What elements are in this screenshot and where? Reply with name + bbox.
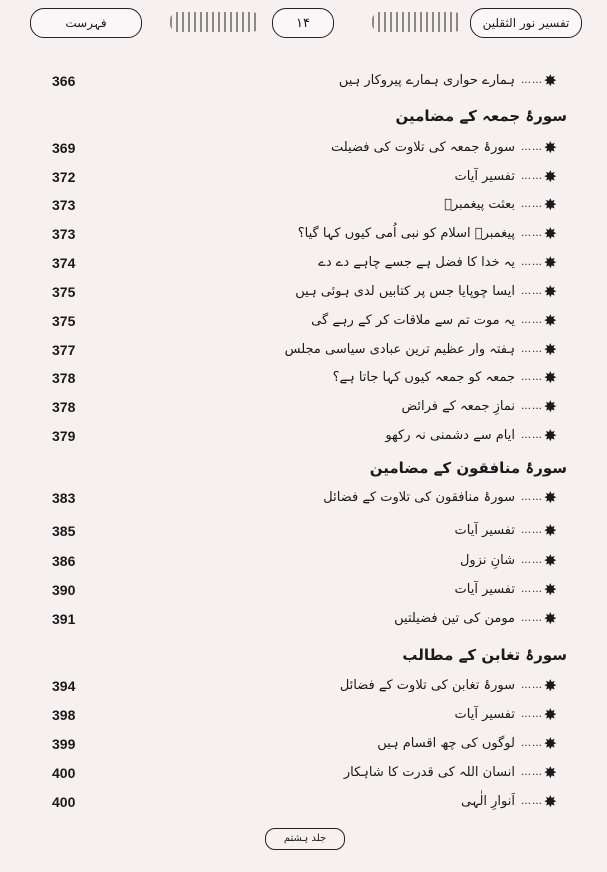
entry-title: پیغمبرؐ اسلام کو نبی اُمی کیوں کہا گیا؟ (297, 226, 515, 241)
volume-label: جلد ہشتم (265, 828, 345, 850)
entry-page-number: 386 (52, 553, 76, 569)
section-title: فہرست (30, 8, 142, 38)
entry-title: انسان اللہ کی قدرت کا شاہکار (343, 765, 515, 780)
entry-page-number: 383 (52, 490, 76, 506)
star-bullet-icon: ✸ (543, 138, 557, 157)
entry-page-number: 394 (52, 678, 76, 694)
star-bullet-icon: ✸ (543, 368, 557, 387)
leader-dots: …… (521, 75, 543, 86)
entry-page-number: 378 (52, 370, 76, 386)
toc-entry[interactable] (0, 520, 607, 542)
entry-page-number: 375 (52, 313, 76, 329)
entry-page-number: 373 (52, 197, 76, 213)
leader-dots: …… (521, 286, 543, 297)
entry-title: بعثت پیغمبرؐ (444, 197, 515, 212)
star-bullet-icon: ✸ (543, 580, 557, 599)
leader-dots: …… (521, 344, 543, 355)
entry-page-number: 366 (52, 73, 76, 89)
toc-entry[interactable] (0, 70, 607, 92)
section-heading (0, 104, 607, 126)
toc-entry[interactable] (0, 367, 607, 389)
star-bullet-icon: ✸ (543, 609, 557, 628)
leader-dots: …… (521, 525, 543, 536)
toc-entry[interactable] (0, 762, 607, 784)
toc-entry[interactable] (0, 339, 607, 361)
heading-text: سورۂ تغابن کے مطالب (402, 646, 567, 664)
entry-title: لوگوں کی چھ اقسام ہیں (377, 736, 515, 751)
toc-entry[interactable] (0, 137, 607, 159)
star-bullet-icon: ✸ (543, 488, 557, 507)
toc-entry[interactable] (0, 281, 607, 303)
leader-dots: …… (521, 738, 543, 749)
entry-title: تفسیر آیات (454, 707, 515, 722)
star-bullet-icon: ✸ (543, 521, 557, 540)
heading-text: سورۂ منافقون کے مضامین (369, 459, 567, 477)
toc-entry[interactable] (0, 425, 607, 447)
leader-dots: …… (521, 315, 543, 326)
leader-dots: …… (521, 680, 543, 691)
entry-page-number: 373 (52, 226, 76, 242)
star-bullet-icon: ✸ (543, 311, 557, 330)
entry-title: تفسیر آیات (454, 523, 515, 538)
entry-page-number: 379 (52, 428, 76, 444)
entry-title: ہمارے حواری ہمارے پیروکار ہیں (338, 73, 515, 88)
entry-title: سورۂ منافقون کی تلاوت کے فضائل (323, 490, 515, 505)
entry-page-number: 390 (52, 582, 76, 598)
leader-dots: …… (521, 372, 543, 383)
star-bullet-icon: ✸ (543, 763, 557, 782)
entry-title: تفسیر آیات (454, 582, 515, 597)
toc-entry[interactable] (0, 310, 607, 332)
star-bullet-icon: ✸ (543, 195, 557, 214)
entry-title: جمعہ کو جمعہ کیوں کہا جاتا ہے؟ (332, 370, 515, 385)
page-number: ۱۴ (272, 8, 334, 38)
star-bullet-icon: ✸ (543, 426, 557, 445)
entry-title: تفسیر آیات (454, 169, 515, 184)
ornament-left (170, 12, 260, 32)
star-bullet-icon: ✸ (543, 224, 557, 243)
leader-dots: …… (521, 584, 543, 595)
star-bullet-icon: ✸ (543, 71, 557, 90)
leader-dots: …… (521, 709, 543, 720)
leader-dots: …… (521, 171, 543, 182)
entry-page-number: 377 (52, 342, 76, 358)
entry-page-number: 400 (52, 794, 76, 810)
leader-dots: …… (521, 257, 543, 268)
toc-entry[interactable] (0, 396, 607, 418)
entry-page-number: 378 (52, 399, 76, 415)
entry-title: یہ موت تم سے ملاقات کر کے رہے گی (311, 313, 515, 328)
toc-entry[interactable] (0, 487, 607, 509)
entry-page-number: 398 (52, 707, 76, 723)
heading-text: سورۂ جمعہ کے مضامین (395, 107, 567, 125)
toc-entry[interactable] (0, 579, 607, 601)
leader-dots: …… (521, 401, 543, 412)
toc-entry[interactable] (0, 166, 607, 188)
star-bullet-icon: ✸ (543, 734, 557, 753)
toc-entry[interactable] (0, 194, 607, 216)
leader-dots: …… (521, 613, 543, 624)
star-bullet-icon: ✸ (543, 676, 557, 695)
toc-entry[interactable] (0, 791, 607, 813)
entry-page-number: 375 (52, 284, 76, 300)
leader-dots: …… (521, 767, 543, 778)
star-bullet-icon: ✸ (543, 282, 557, 301)
toc-entry[interactable] (0, 704, 607, 726)
entry-page-number: 400 (52, 765, 76, 781)
star-bullet-icon: ✸ (543, 792, 557, 811)
entry-title: شانِ نزول (459, 553, 515, 568)
star-bullet-icon: ✸ (543, 167, 557, 186)
entry-title: ایسا چوپایا جس پر کتابیں لدی ہوئی ہیں (295, 284, 515, 299)
leader-dots: …… (521, 228, 543, 239)
entry-title: سورۂ تغابن کی تلاوت کے فضائل (339, 678, 515, 693)
entry-page-number: 385 (52, 523, 76, 539)
leader-dots: …… (521, 430, 543, 441)
entry-title: ہفتہ وار عظیم ترین عبادی سیاسی مجلس (284, 342, 515, 357)
entry-page-number: 374 (52, 255, 76, 271)
entry-page-number: 399 (52, 736, 76, 752)
star-bullet-icon: ✸ (543, 551, 557, 570)
leader-dots: …… (521, 492, 543, 503)
toc-entry[interactable] (0, 550, 607, 572)
leader-dots: …… (521, 199, 543, 210)
section-heading (0, 643, 607, 665)
toc-entry[interactable] (0, 223, 607, 245)
entry-page-number: 391 (52, 611, 76, 627)
star-bullet-icon: ✸ (543, 705, 557, 724)
leader-dots: …… (521, 142, 543, 153)
star-bullet-icon: ✸ (543, 253, 557, 272)
entry-page-number: 372 (52, 169, 76, 185)
entry-page-number: 369 (52, 140, 76, 156)
star-bullet-icon: ✸ (543, 340, 557, 359)
ornament-right (372, 12, 462, 32)
toc-entry[interactable] (0, 608, 607, 630)
entry-title: نمازِ جمعہ کے فرائض (401, 399, 515, 414)
entry-title: سورۂ جمعہ کی تلاوت کی فضیلت (330, 140, 515, 155)
toc-entry[interactable] (0, 733, 607, 755)
toc-entry[interactable] (0, 675, 607, 697)
section-heading (0, 456, 607, 478)
leader-dots: …… (521, 796, 543, 807)
entry-title: مومن کی تین فضیلتیں (394, 611, 515, 626)
star-bullet-icon: ✸ (543, 397, 557, 416)
entry-title: یہ خدا کا فضل ہے جسے چاہے دے دے (318, 255, 515, 270)
leader-dots: …… (521, 555, 543, 566)
toc-entry[interactable] (0, 252, 607, 274)
book-title: تفسیر نور الثقلین (470, 8, 582, 38)
entry-title: ایام سے دشمنی نہ رکھو (385, 428, 515, 443)
entry-title: اَنوارِ الٰہی (461, 794, 515, 809)
